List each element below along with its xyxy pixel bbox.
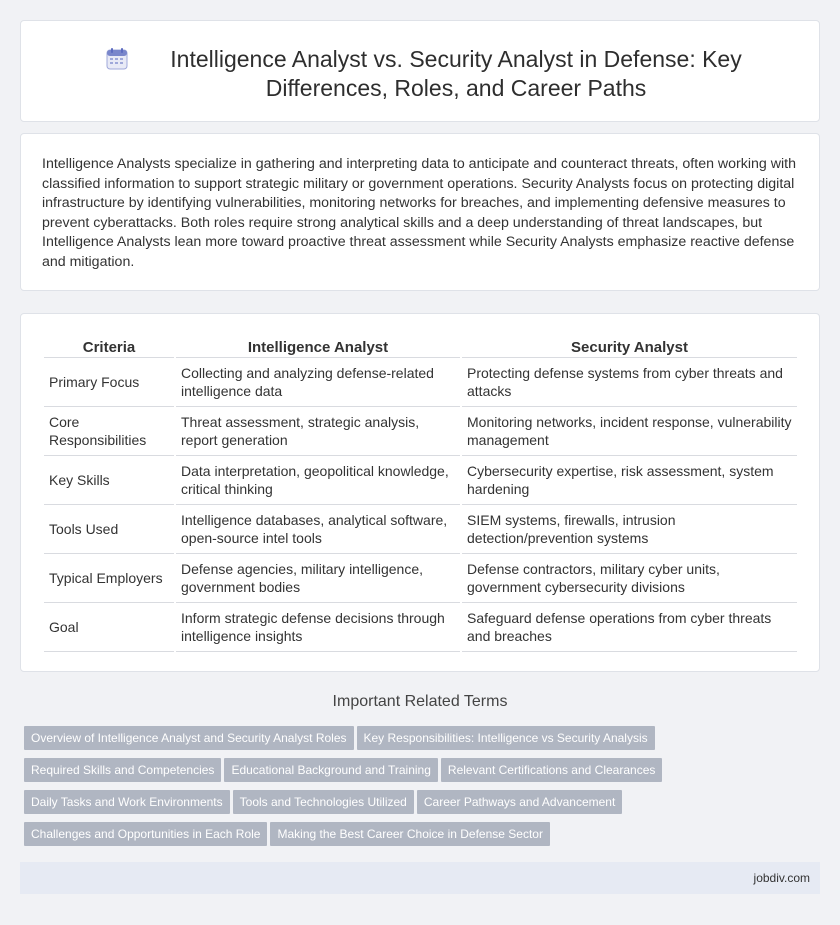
table-row: [44, 358, 797, 407]
title-card: [20, 20, 820, 122]
comparison-card: [20, 313, 820, 672]
table-header-row: [44, 334, 797, 358]
related-term-tag[interactable]: Daily Tasks and Work Environments: [24, 790, 230, 814]
criteria-cell: Goal: [44, 603, 174, 652]
related-term-tag[interactable]: Educational Background and Training: [224, 758, 437, 782]
table-row: [44, 505, 797, 554]
security-cell: Defense contractors, military cyber units, government cybersecurity divisions: [462, 554, 797, 603]
table-row: [44, 456, 797, 505]
comparison-table: [42, 334, 799, 652]
related-term-tag[interactable]: Making the Best Career Choice in Defense Sector: [270, 822, 549, 846]
criteria-cell: Tools Used: [44, 505, 174, 554]
related-term-tag[interactable]: Challenges and Opportunities in Each Role: [24, 822, 267, 846]
criteria-cell: Core Responsibilities: [44, 407, 174, 456]
security-cell: Safeguard defense operations from cyber threats and breaches: [462, 603, 797, 652]
intro-card: [20, 133, 820, 291]
footer-site-link[interactable]: jobdiv.com: [753, 871, 810, 885]
criteria-cell: Typical Employers: [44, 554, 174, 603]
intelligence-cell: Inform strategic defense decisions through intelligence insights: [176, 603, 460, 652]
related-terms-list: [24, 726, 824, 854]
intelligence-cell: Defense agencies, military intelligence, government bodies: [176, 554, 460, 603]
tag-row: [24, 822, 824, 854]
footer-bar: [20, 862, 820, 894]
column-header-criteria: Criteria: [44, 334, 174, 358]
table-row: [44, 554, 797, 603]
related-term-tag[interactable]: Key Responsibilities: Intelligence vs Security Analysis: [357, 726, 655, 750]
related-term-tag[interactable]: Required Skills and Competencies: [24, 758, 221, 782]
intelligence-cell: Threat assessment, strategic analysis, report generation: [176, 407, 460, 456]
page-title: Intelligence Analyst vs. Security Analyst in Defense: Key Differences, Roles, and Career Paths: [170, 46, 742, 101]
column-header-security-analyst: Security Analyst: [462, 334, 797, 358]
column-header-intelligence-analyst: Intelligence Analyst: [176, 334, 460, 358]
criteria-cell: Primary Focus: [44, 358, 174, 407]
security-cell: Cybersecurity expertise, risk assessment, system hardening: [462, 456, 797, 505]
tag-row: [24, 726, 824, 758]
related-term-tag[interactable]: Career Pathways and Advancement: [417, 790, 622, 814]
security-cell: Protecting defense systems from cyber threats and attacks: [462, 358, 797, 407]
security-cell: SIEM systems, firewalls, intrusion detection/prevention systems: [462, 505, 797, 554]
intelligence-cell: Collecting and analyzing defense-related intelligence data: [176, 358, 460, 407]
related-term-tag[interactable]: Overview of Intelligence Analyst and Security Analyst Roles: [24, 726, 354, 750]
intelligence-cell: Intelligence databases, analytical software, open-source intel tools: [176, 505, 460, 554]
tag-row: [24, 758, 824, 790]
related-term-tag[interactable]: Relevant Certifications and Clearances: [441, 758, 662, 782]
related-term-tag[interactable]: Tools and Technologies Utilized: [233, 790, 414, 814]
table-row: [44, 603, 797, 652]
tag-row: [24, 790, 824, 822]
related-terms-heading: Important Related Terms: [332, 693, 508, 710]
intro-paragraph: Intelligence Analysts specialize in gathering and interpreting data to anticipate and counteract threats, often working with classified information to support strategic military or government operations. Security Analysts focus on protecting digital infrastructure by identifying vulnerabilities, monitoring networks for breaches, and implementing defensive measures to prevent cyberattacks. Both roles require strong analytical skills and a deep understanding of threat landscapes, but Intelligence Analysts lean more toward proactive threat assessment while Security Analysts emphasize reactive defense and mitigation.: [42, 156, 796, 270]
security-cell: Monitoring networks, incident response, vulnerability management: [462, 407, 797, 456]
criteria-cell: Key Skills: [44, 456, 174, 505]
table-row: [44, 407, 797, 456]
intelligence-cell: Data interpretation, geopolitical knowledge, critical thinking: [176, 456, 460, 505]
